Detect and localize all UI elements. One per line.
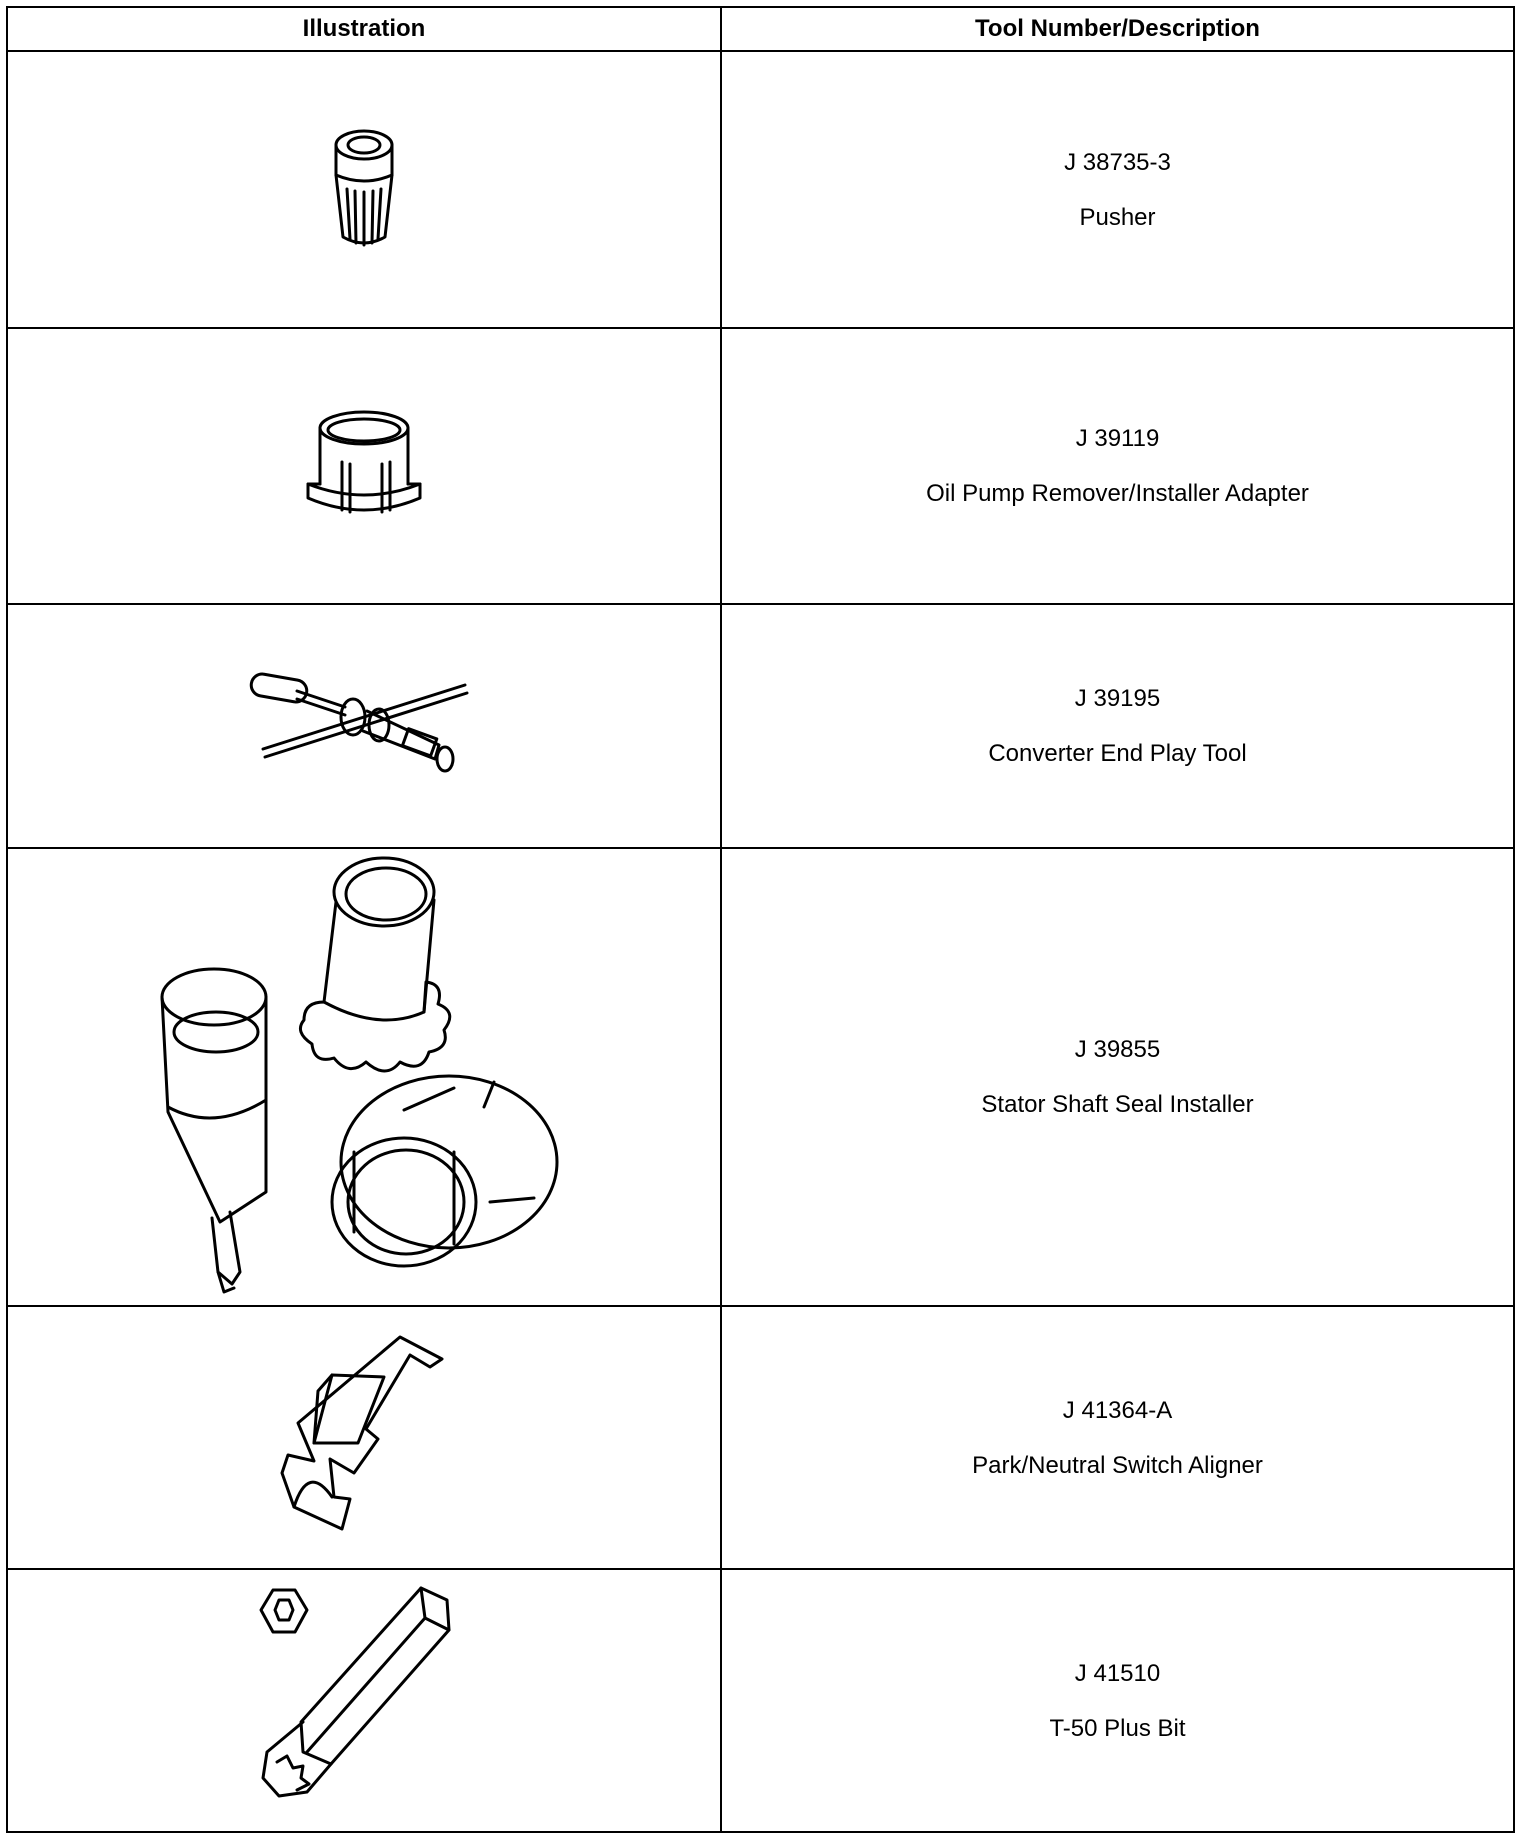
knurled-sleeve-icon [300, 858, 449, 1071]
seal-cup-icon [332, 1076, 557, 1266]
tool-description-cell [721, 51, 1514, 328]
tool-description: Park/Neutral Switch Aligner [972, 1451, 1263, 1479]
tool-description-cell [721, 328, 1514, 604]
tool-number: J 41510 [1074, 1659, 1161, 1687]
tool-number: J 39855 [1074, 1036, 1161, 1063]
tool-description: Stator Shaft Seal Installer [981, 1091, 1254, 1118]
illustration-cell [7, 1306, 721, 1569]
tool-description-cell [721, 604, 1514, 848]
pusher-icon [319, 125, 409, 255]
torx-bit-icon [249, 1586, 479, 1816]
table-row [7, 1306, 1514, 1569]
table-row [7, 1569, 1514, 1832]
tool-description-cell [721, 1569, 1514, 1832]
illustration-header: Illustration [7, 7, 721, 51]
driver-handle-icon [162, 969, 266, 1292]
illustration-cell [7, 848, 721, 1306]
tool-header: Tool Number/Description [721, 7, 1514, 51]
tool-description: Pusher [1079, 203, 1156, 231]
tool-number: J 41364-A [1062, 1396, 1173, 1424]
seal-installer-icon [154, 852, 574, 1302]
table-row [7, 604, 1514, 848]
table-row [7, 328, 1514, 604]
tool-description-cell [721, 848, 1514, 1306]
adapter-icon [304, 406, 424, 526]
header-row [7, 7, 1514, 51]
special-tools-table [6, 6, 1515, 1833]
illustration-cell [7, 51, 721, 328]
illustration-cell [7, 1569, 721, 1832]
tool-number: J 38735-3 [1064, 148, 1171, 176]
tool-number: J 39119 [1075, 425, 1160, 452]
hex-socket-icon [261, 1590, 307, 1632]
tool-description: Oil Pump Remover/Installer Adapter [926, 480, 1309, 507]
tool-description-cell [721, 1306, 1514, 1569]
illustration-cell [7, 328, 721, 604]
tool-number: J 39195 [1074, 685, 1161, 712]
tool-description: Converter End Play Tool [988, 740, 1247, 767]
end-play-tool-icon [249, 671, 479, 781]
tool-description: T-50 Plus Bit [1049, 1714, 1186, 1742]
table-row [7, 51, 1514, 328]
table-row [7, 848, 1514, 1306]
switch-aligner-icon [274, 1333, 454, 1543]
illustration-cell [7, 604, 721, 848]
